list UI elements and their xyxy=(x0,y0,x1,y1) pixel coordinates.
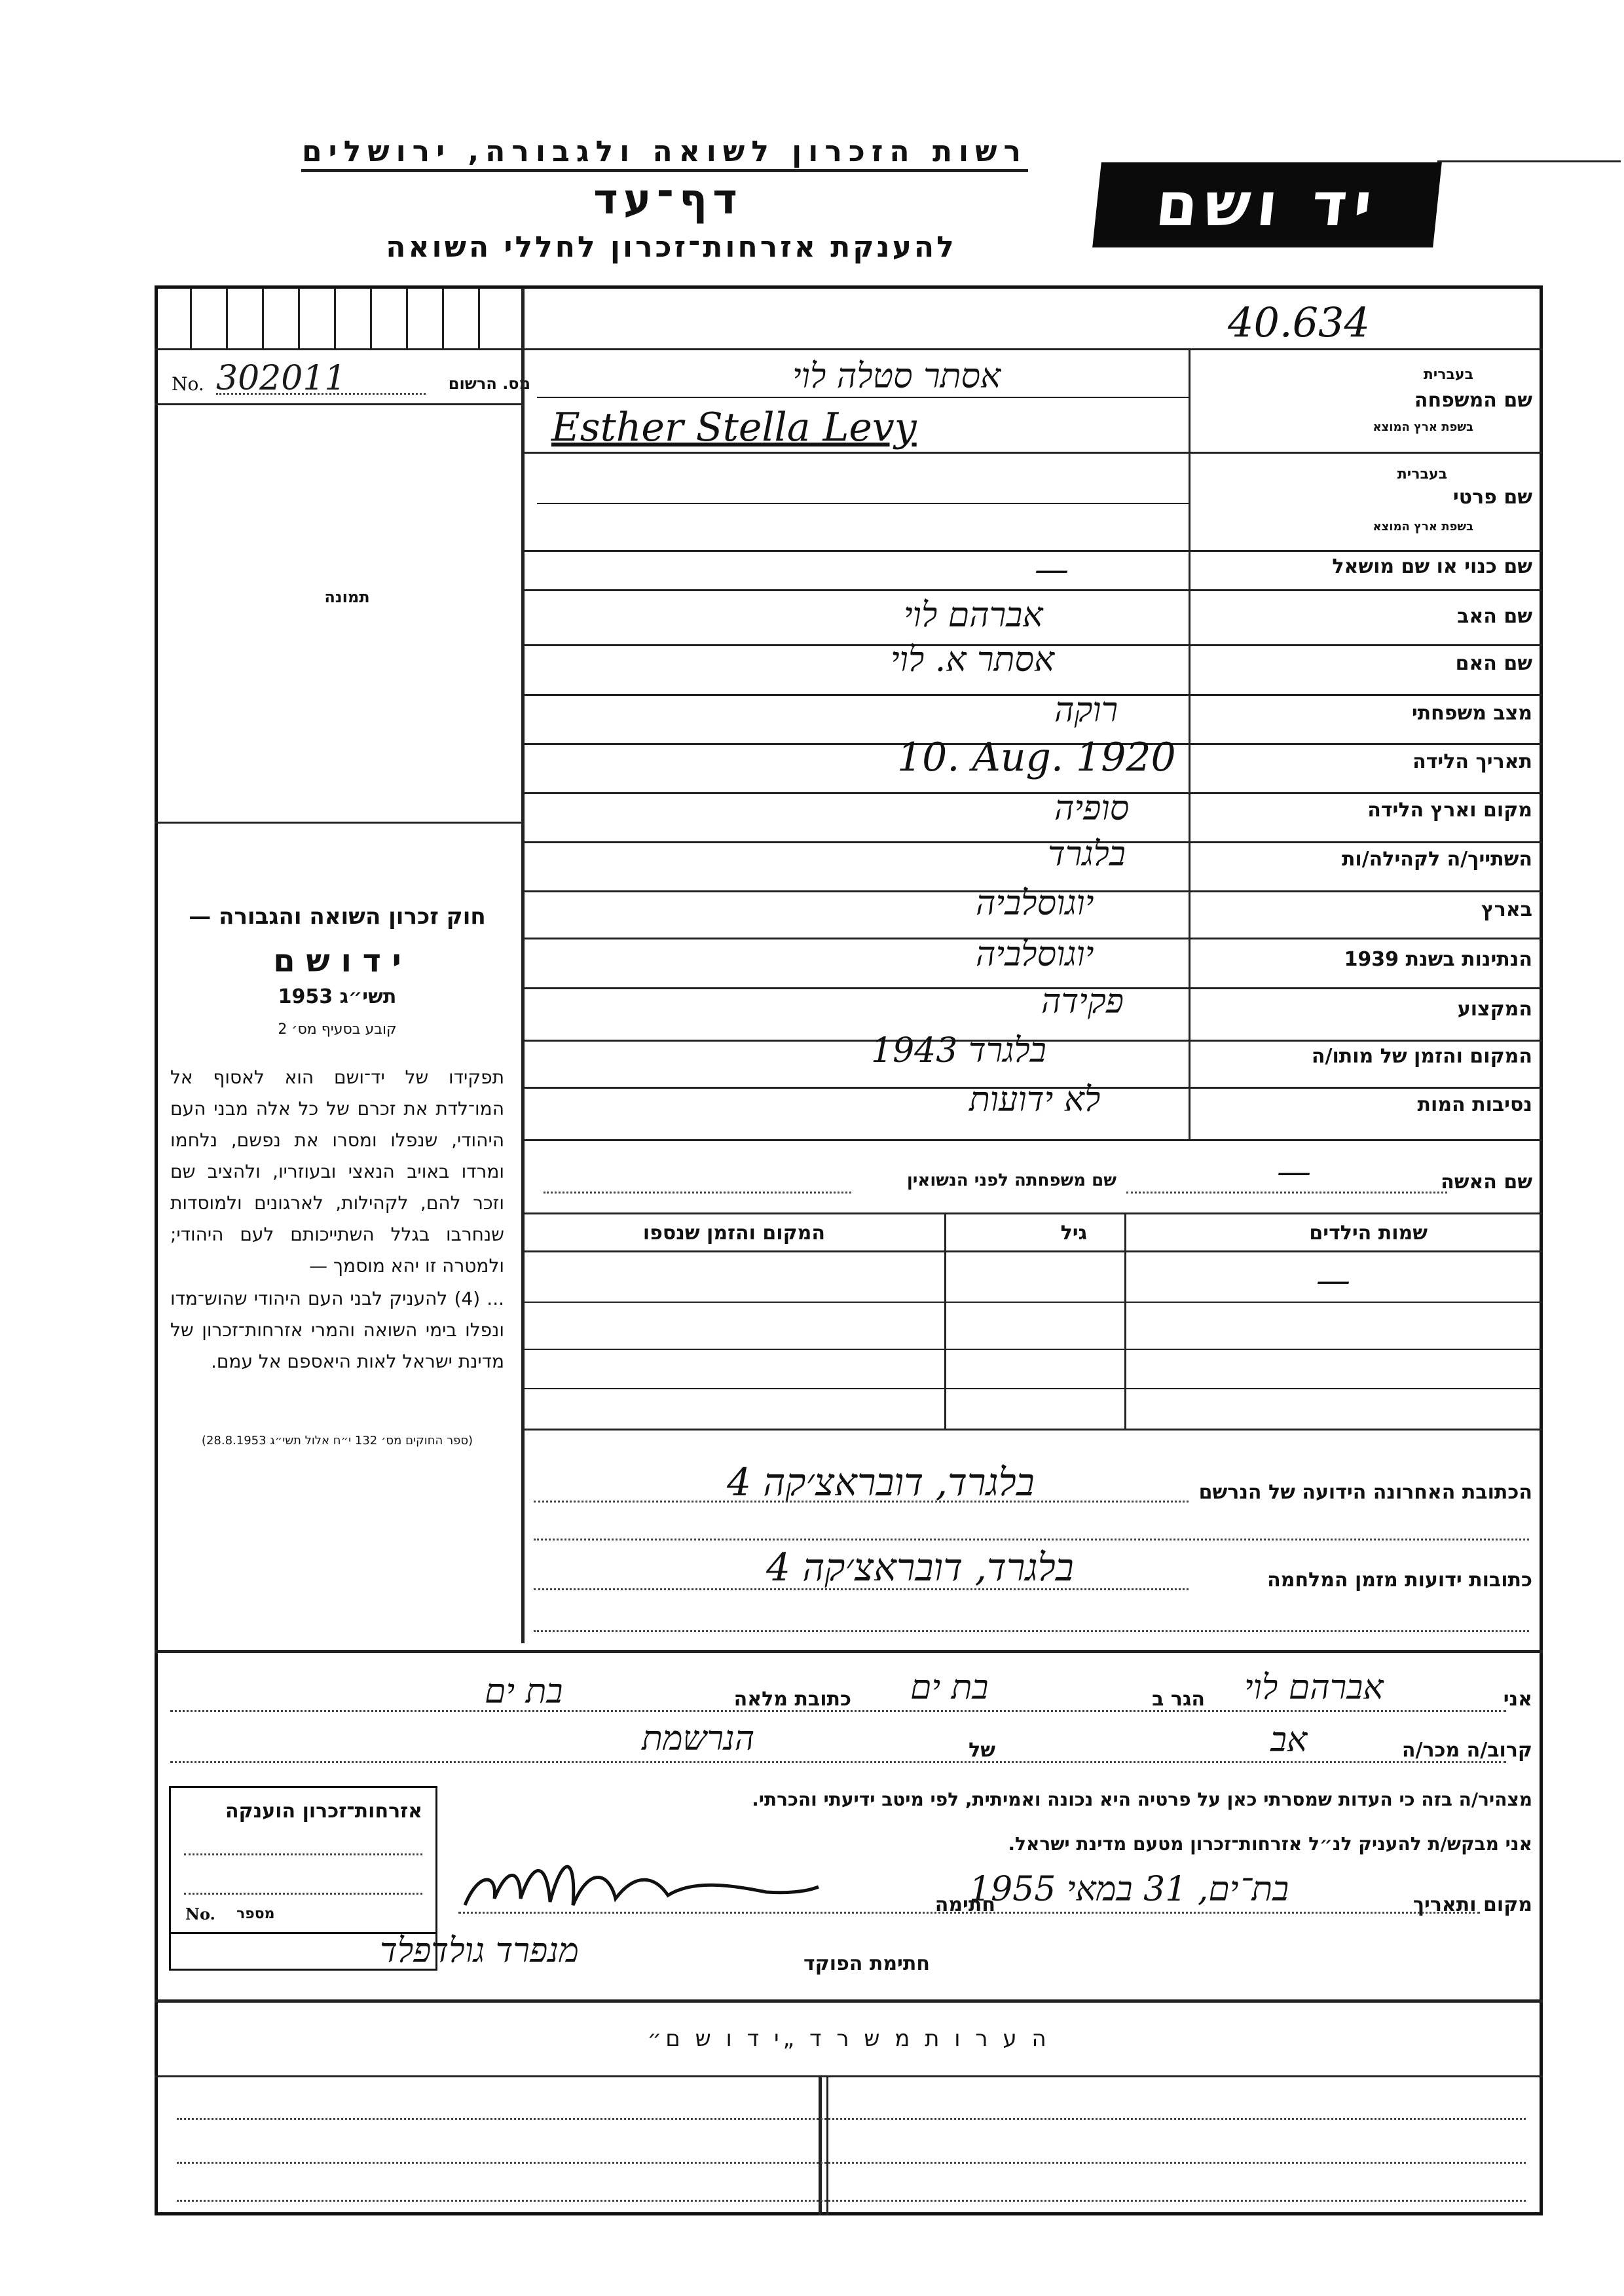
law-body: תפקידו של יד־ושם הוא לאסוף אל המו־לדת את זכרם של כל אלה מבני העם היהודי, שנפלו ומסרו את נפשם, נלחמו ומרדו באויב הנאצי ובעוזריו, ולהציב שם וזכר להם, לקהילות, לארגונים ולמוסדות שנחרבו בגלל השתייכותם לעם היהודי; ולמטרה זו יהא מוסמך — xyxy=(170,1066,504,1277)
citizenship-box-title: אזרחות־זכרון הוענקה xyxy=(225,1800,422,1823)
rule xyxy=(537,503,1189,504)
rule xyxy=(524,452,1542,454)
dots xyxy=(177,2118,1526,2120)
children-col-div-1 xyxy=(1124,1212,1126,1429)
notes-col-divider xyxy=(819,2075,822,2215)
top-row-line xyxy=(155,348,1543,350)
family-name-label: שם המשפחה xyxy=(1414,389,1532,412)
place-date-label: מקום ותאריך xyxy=(1412,1893,1532,1916)
citizenship-box-sep xyxy=(171,1932,435,1934)
first-name-local-sub: בשפת ארץ המוצא xyxy=(1373,520,1473,534)
logo-text: יד ושם xyxy=(1153,170,1382,240)
rule xyxy=(524,1250,1542,1252)
birth-place-value: סופיה xyxy=(1054,789,1130,828)
tick xyxy=(442,288,444,348)
dots xyxy=(177,2200,1526,2202)
children-value: — xyxy=(1316,1261,1350,1300)
logo-line xyxy=(1437,160,1621,162)
rule xyxy=(524,1139,1542,1141)
registration-label: מס. הרשום xyxy=(448,374,530,393)
org-strip: רשות הזכרון לשואה ולגבורה, ירושלים xyxy=(302,135,1027,168)
tick xyxy=(370,288,372,348)
dots xyxy=(177,2162,1526,2164)
signature-label: חתימה xyxy=(934,1893,995,1916)
citizenship-box-dots-2 xyxy=(184,1893,422,1895)
registration-row xyxy=(164,359,530,398)
law-year: תשי״ג 1953 xyxy=(278,985,397,1008)
tick xyxy=(334,288,336,348)
nickname-value: — xyxy=(1035,550,1069,589)
father-value: אברהם לוי xyxy=(904,596,1043,635)
war-address-label: כתובות ידועות מזמן המלחמה xyxy=(1267,1569,1532,1592)
last-address-label: הכתובת האחרונה הידועה של הנרשם xyxy=(1198,1481,1532,1504)
declarant-address-value: בת ים xyxy=(485,1672,563,1711)
dots xyxy=(534,1539,1529,1540)
rule xyxy=(155,2075,1543,2077)
dots xyxy=(170,1710,1506,1712)
last-address-value: בלגרד, דובראצ׳קה 4 xyxy=(727,1460,1035,1504)
law-footnote: (ספר החוקים מס׳ 132 י״ח אלול תשי״ג 28.8.1953) xyxy=(201,1434,473,1448)
rule xyxy=(524,550,1542,552)
mother-value: אסתר א. לוי xyxy=(891,640,1055,680)
marital-value: רוקה xyxy=(1054,691,1118,730)
form-subtitle: להענקת אזרחות־זכרון לחללי השואה xyxy=(386,230,957,264)
declarant-signature xyxy=(458,1846,825,1925)
dots xyxy=(534,1501,1189,1503)
war-address-value: בלגרד, דובראצ׳קה 4 xyxy=(766,1545,1074,1590)
declarant-i-value: אברהם לוי xyxy=(1244,1668,1384,1707)
reg-line xyxy=(155,403,521,405)
tick xyxy=(298,288,300,348)
rule xyxy=(524,1302,1542,1303)
rule xyxy=(537,397,1189,398)
signature-stroke xyxy=(465,1867,819,1905)
archive-number: 40.634 xyxy=(1228,299,1370,346)
of-label: של xyxy=(969,1739,995,1762)
nickname-label: שם כנוי או שם מושאל xyxy=(1332,555,1532,578)
death-circumstances-value: לא ידועות xyxy=(969,1080,1101,1120)
registration-no-label: No. xyxy=(172,373,204,395)
dots xyxy=(534,1630,1529,1632)
declarant-resides-value: בת ים xyxy=(910,1668,989,1707)
declarant-i-label: אני xyxy=(1503,1688,1532,1711)
first-name-hebrew-sub: בעברית xyxy=(1397,466,1447,483)
relation-label: קרוב/ה מכר/ה xyxy=(1401,1739,1532,1762)
of-value: הנרשמת xyxy=(642,1719,755,1758)
rule xyxy=(524,1349,1542,1350)
wife-maiden-label: שם משפחתה לפני הנשואין xyxy=(906,1171,1116,1190)
family-name-hebrew-sub: בעברית xyxy=(1423,367,1473,383)
death-circumstances-label: נסיבות המות xyxy=(1417,1093,1532,1116)
dots xyxy=(170,1761,1506,1763)
tick xyxy=(406,288,408,348)
country-value: יוגוסלביה xyxy=(976,884,1094,923)
children-age-header: גיל xyxy=(1060,1222,1087,1245)
rule xyxy=(524,1212,1542,1214)
tick xyxy=(478,288,480,348)
community-label: השתייך/ה לקהילה/ות xyxy=(1341,848,1532,871)
tick xyxy=(262,288,264,348)
official-label: חתימת הפוקד xyxy=(803,1952,930,1975)
marital-label: מצב משפחתי xyxy=(1411,702,1532,725)
rule xyxy=(155,1999,1543,2003)
first-name-label: שם פרטי xyxy=(1452,486,1532,509)
profession-value: פקידה xyxy=(1041,982,1124,1021)
rule xyxy=(155,1650,1543,1653)
rule xyxy=(524,792,1542,794)
notes-col-divider-2 xyxy=(826,2075,828,2215)
rule xyxy=(524,589,1542,591)
children-place-header: המקום והזמן שנספו xyxy=(642,1222,825,1245)
death-place-value: בלגרד 1943 xyxy=(871,1031,1046,1070)
birth-date-value: 10. Aug. 1920 xyxy=(897,735,1176,780)
dots xyxy=(1126,1192,1447,1194)
law-clause-4: ... (4) להעניק לבני העם היהודי שהוש־מדו ונפלו בימי השואה והמרי אזרחות־זכרון של מדינת ישראל לאות היאספם אל עמם. xyxy=(170,1288,504,1372)
family-name-local-value: Esther Stella Levy xyxy=(551,405,917,450)
children-names-header: שמות הילדים xyxy=(1309,1222,1428,1245)
place-date-value: בת־ים, 31 במאי 1955 xyxy=(969,1870,1289,1909)
citizenship-box xyxy=(169,1786,437,1971)
citizenship-label: הנתינות בשנת 1939 xyxy=(1344,948,1532,971)
yad-vashem-logo xyxy=(1092,162,1442,247)
photo-bottom-line xyxy=(155,822,521,824)
children-col-div-2 xyxy=(944,1212,946,1429)
form-title: דף־עד xyxy=(593,175,743,224)
org-strip-underline xyxy=(301,169,1028,172)
birth-date-label: תאריך הלידה xyxy=(1412,750,1532,773)
citizenship-box-dots-1 xyxy=(184,1853,422,1855)
official-value: מנפרד גולדפלד xyxy=(380,1931,579,1971)
father-label: שם האב xyxy=(1457,605,1532,628)
request-text: אני מבקש/ת להעניק לנ״ל אזרחות־זכרון מטעם מדינת ישראל. xyxy=(1008,1833,1532,1855)
wife-value: — xyxy=(1277,1152,1311,1192)
citizenship-box-no-label: No. xyxy=(185,1904,215,1923)
rule xyxy=(524,1429,1542,1430)
country-label: בארץ xyxy=(1481,898,1532,921)
dots xyxy=(534,1588,1189,1590)
dots xyxy=(544,1192,851,1194)
registration-dots xyxy=(216,393,426,395)
declaration-text: מצהיר/ה בזה כי העדות שמסרתי כאן על פרטיה היא נכונה ואמיתית, לפי מיטב ידיעתי והכרתי. xyxy=(752,1789,1532,1810)
declarant-address-label: כתובת מלאה xyxy=(733,1688,851,1711)
birth-place-label: מקום וארץ הלידה xyxy=(1367,799,1532,822)
death-place-label: המקום והזמן של מותו/ה xyxy=(1311,1045,1532,1068)
registration-number: 302011 xyxy=(216,359,346,398)
community-value: בלגרד xyxy=(1048,835,1126,874)
rule xyxy=(524,987,1542,989)
relation-value: אב xyxy=(1270,1721,1308,1760)
photo-label: תמונה xyxy=(324,588,370,606)
family-name-hebrew-value: אסתר סטלה לוי xyxy=(792,357,1001,396)
mother-label: שם האם xyxy=(1455,652,1532,675)
citizenship-value: יוגוסלביה xyxy=(976,935,1094,974)
profession-label: המקצוע xyxy=(1457,998,1532,1021)
law-title: חוק זכרון השואה והגבורה — xyxy=(189,903,486,930)
wife-label: שם האשה xyxy=(1441,1171,1532,1194)
declarant-resides-label: הגר ב xyxy=(1152,1688,1205,1711)
tick xyxy=(226,288,228,348)
left-col-divider xyxy=(521,288,525,1643)
family-name-local-sub: בשפת ארץ המוצא xyxy=(1373,420,1473,434)
rule xyxy=(524,1388,1542,1389)
rule xyxy=(524,694,1542,696)
office-notes-title: ה ע ר ו ת מ ש ר ד „י ד ו ש ם״ xyxy=(647,2026,1050,2052)
rule xyxy=(524,841,1542,843)
law-clause: קובע בסעיף מס׳ 2 xyxy=(278,1021,397,1038)
top-left-box-ticks xyxy=(190,288,192,348)
law-name: י ד ו ש ם xyxy=(273,943,401,979)
citizenship-box-number-label: מספר xyxy=(236,1906,275,1922)
